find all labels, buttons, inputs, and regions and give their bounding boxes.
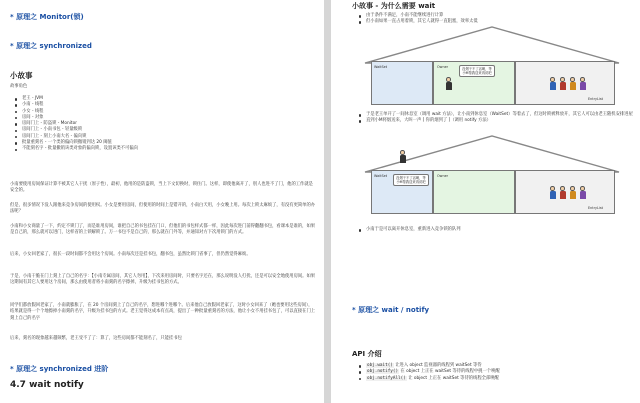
paragraph: 小南要使用房间保证计算不被其它人干扰（原子性），最初，他用的是防盗锁，当上下文切换时，锁住门。这样，即使他离开了，别人也进不了门，他的工作就是安全的。 [10,182,313,194]
api-code: obj.notify() [367,369,399,375]
list-item: 但小南如果一直占用着锁，其它人就得一直阻塞，效率太低 [358,19,478,25]
story-title: 小故事 - 为什么需要 wait [352,2,436,10]
list-item: 直到小M将烟送来，大叫一声 [ 你的烟到了 ]（调用 notify 方法） [358,118,636,124]
person-icon [559,186,566,199]
paragraph: 小南和小女商量了一下，约定不锁门了，而是谁用房间，谁把自己的书包挂在门口，但他们的书包样式都一样，因此每次进门前得翻翻书包，看课本是谁的，如果是自己的，那么就可以进门，这样省的上锁解锁了。万一书包不是自己的，那么就在门外等，并通知对方下次用锁门的方式。 [10,224,316,236]
list-item: 老王 - JVM [14,96,138,102]
speech-bubble: 没烟干不了活啊，等小M帮我送来再说吧 [393,174,429,186]
section-title: 4.7 wait notify [10,380,84,390]
api-title: API 介绍 [352,350,382,358]
person-icon [569,77,576,90]
person-icon [569,186,576,199]
heading-synchronized-advanced[interactable]: * 原理之 synchronized 进阶 [10,365,109,373]
list-item: 批量重刻名 - 一个类的偏向锁撤销到达 20 阈值 [14,140,138,146]
bullet-list [358,112,636,125]
waitset-label: WaitSet [374,174,388,178]
api-code: obj.notifyAll() [367,375,406,381]
person-icon [559,77,566,90]
list-item: 于是老王单开了一间休息室（调用 wait 方法），让小南到休息室（WaitSet）等着去了，但这时锁被释放开，其它人可以由老王随机安排进屋 [358,112,636,118]
paragraph: 后来，刻名的现象越来越频繁，老王受不了了：算了，这些房间都不能刻名了，只能挂书包 [10,336,182,341]
monitor-diagram-2 [353,134,631,218]
paragraph: 同学们都放假回老家了，小南就膨胀了，在 20 个房间刻上了自己的名字，想进哪个进哪个。后来他自己放假回老家了，这时小女回来了（她也要用这些房间），结果就是得一个个地擦掉小南刻的名字，升级为挂书包的方式。老王觉得这成本有点高，提出了一种批量重刻名的方法，他让小女不用挂书包了，可以直接在门上刻上自己的名字 [10,303,316,321]
list-item: 房间 - 对象 [14,115,138,121]
api-desc: 让进入 object 监视器的线程到 waitSet 等待 [395,363,482,368]
list-item [358,376,500,382]
right-page[interactable] [331,0,640,403]
paragraph: 于是，小南干脆在门上刻上了自己的名字：【小南专属房间，其它人勿用】，下次来用房间时，只要名字还在，那么说明没人打扰，还是可以安全地使用房间。如果这期间有其它人要用这个房间，那么由使用者将小南刻的名字擦掉，升级为挂书包的方式。 [10,274,316,286]
entrylist-label: EntryList [588,97,603,101]
list-item: 不能刻名字 - 批量撤销该类对象的偏向锁，设置该类不可偏向 [14,146,138,152]
list-item: 小女 - 线程 [14,109,138,115]
bullet-list [358,13,478,26]
monitor-diagram-1 [353,25,631,109]
story-title: 小故事 [10,71,33,80]
list-item: 小南于是可以离开休息室，重新进入竞争锁的队列 [358,227,461,233]
owner-label: Owner [437,65,449,69]
list-item: 房间门上 - 小南书包 - 轻量级锁 [14,127,138,133]
list-item: 房间门上 - 刻上小南大名 - 偏向锁 [14,134,138,140]
person-icon [579,77,586,90]
api-code: obj.wait() [367,363,393,368]
api-desc: 让 object 上正在 waitSet 等待的线程全部唤醒 [408,375,499,381]
person-icon [445,77,452,90]
roles-label: 故事角色 [10,84,28,89]
heading-wait-notify[interactable]: * 原理之 wait / notify [352,306,430,314]
roles-list [14,96,138,153]
owner-label: Owner [437,174,449,178]
waitset-label: WaitSet [374,65,388,69]
paragraph: 后来，小女回老家了，很长一段时间都不会用这个房间。小南每次还是挂书包，翻书包，虽然比锁门省事了，但仍然觉得麻烦。 [10,252,251,257]
api-list [358,363,500,382]
bullet-list [358,227,461,233]
person-icon [399,150,406,163]
list-item: 小南 - 线程 [14,102,138,108]
list-item: 由于条件不满足，小南不能继续进行计算 [358,13,478,19]
heading-monitor[interactable]: * 原理之 Monitor(锁) [10,13,84,21]
entrylist-label: EntryList [588,206,603,210]
heading-synchronized[interactable]: * 原理之 synchronized [10,42,92,50]
paragraph: 但是，很多情况下没人跟他来竞争房间的使用权。小女是要用房间，但使用的时间上是错开的，小南白天用，小女晚上用。每次上锁太麻烦了，有没有更简单的办法呢？ [10,203,316,215]
person-icon [549,77,556,90]
person-icon [549,186,556,199]
person-icon [579,186,586,199]
list-item: 房间门上 - 防盗锁 - Monitor [14,121,138,127]
speech-bubble: 没烟干不了活啊，等小M帮我送来再说吧 [459,65,495,77]
api-desc: 在 object 上正在 waitSet 等待的线程中挑一个唤醒 [400,369,500,375]
